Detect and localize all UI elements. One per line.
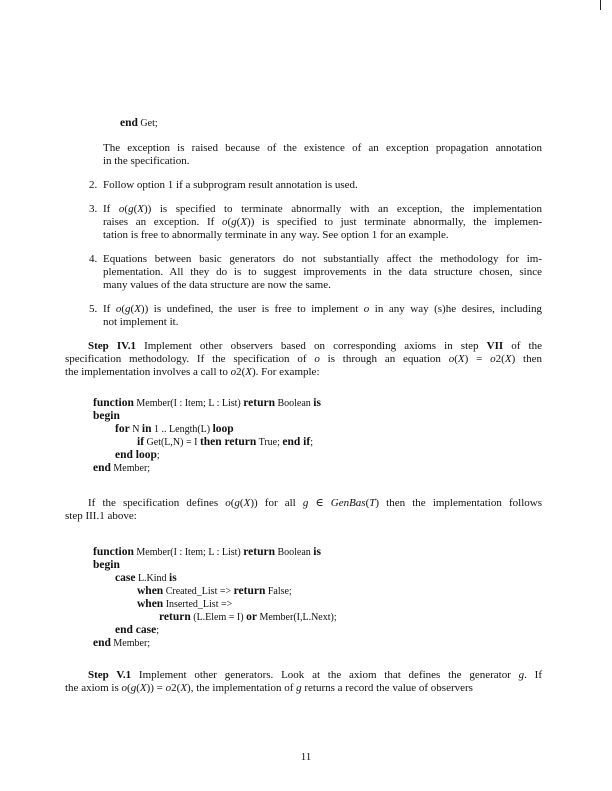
text-run: ( xyxy=(127,682,131,694)
text-run: )) = xyxy=(146,682,166,694)
text-line xyxy=(93,585,337,598)
text-run: Get; xyxy=(137,118,158,129)
list-number: 2. xyxy=(89,179,98,191)
text-run: not implement it. xyxy=(103,316,179,328)
keyword: end loop xyxy=(115,449,157,461)
text-line xyxy=(103,303,542,316)
math-symbol: o xyxy=(121,682,128,694)
text-line xyxy=(93,449,321,462)
text-run: ( xyxy=(454,353,458,365)
keyword: return xyxy=(159,611,191,623)
text-run: N xyxy=(129,424,142,435)
text-line xyxy=(65,682,542,695)
math-symbol: o xyxy=(118,203,125,215)
text-run: ), the implementation of xyxy=(187,682,297,694)
text-run: False; xyxy=(265,586,292,597)
math-symbol: o xyxy=(230,366,237,378)
math-symbol: g xyxy=(296,682,302,694)
list-item-text xyxy=(103,253,542,292)
text-line xyxy=(93,423,321,436)
math-symbol: X xyxy=(240,216,248,228)
text-line xyxy=(103,203,542,216)
list-item-2 xyxy=(89,179,542,192)
edge-mark xyxy=(600,0,601,10)
list-item-4 xyxy=(89,253,542,292)
list-item-text xyxy=(103,179,542,192)
text-run: is through an equation xyxy=(319,353,449,365)
text-run: 2( xyxy=(236,366,246,378)
text-run: Equations between basic generators do not substantially affect the methodology for im- xyxy=(103,253,542,265)
text-run: Implement other generators. Look at the axiom that defines the generator xyxy=(131,669,519,681)
code-end-get xyxy=(120,117,158,130)
text-line xyxy=(65,366,542,379)
text-run: Member(I : Item; L : List) xyxy=(133,547,244,558)
keyword: for xyxy=(115,423,130,435)
math-symbol: g xyxy=(302,497,309,509)
text-line xyxy=(103,266,542,279)
text-line xyxy=(93,624,337,637)
math-symbol: g xyxy=(231,216,237,228)
text-run: )) is specified to just terminate abnormally, the implemen- xyxy=(247,216,543,228)
text-run: ) then xyxy=(511,353,542,365)
text-run: Boolean xyxy=(274,547,314,558)
keyword: function xyxy=(93,546,134,558)
text-line xyxy=(93,546,337,559)
text-run: ) then the implementation follows xyxy=(375,497,542,509)
text-line xyxy=(120,117,158,130)
keyword: return xyxy=(243,546,275,558)
keyword: function xyxy=(93,397,134,409)
text-run: ; xyxy=(310,437,313,448)
text-run: the implementation involves a call to xyxy=(65,366,231,378)
keyword: end xyxy=(120,117,138,129)
text-run: ( xyxy=(365,497,370,509)
text-run: raises an exception. If xyxy=(103,216,222,228)
keyword: loop xyxy=(212,423,234,435)
text-run: ∈ xyxy=(308,497,331,509)
text-line xyxy=(93,611,337,624)
text-run: )) is undefined, the user is free to implement xyxy=(140,303,364,315)
keyword: Step V.1 xyxy=(88,669,132,681)
text-run: True; xyxy=(256,437,283,448)
text-line xyxy=(65,340,542,353)
text-run: Created_List => xyxy=(163,586,234,597)
text-run: Implement other observers based on corresponding axioms in step xyxy=(135,340,487,352)
text-run: returns a record the value of observers xyxy=(301,682,473,694)
text-run: (L.Elem = I) xyxy=(190,612,247,623)
paragraph-genbas xyxy=(65,497,542,523)
keyword: Step IV.1 xyxy=(88,340,136,352)
list-number: 5. xyxy=(89,303,98,315)
text-line xyxy=(65,669,542,682)
text-run: L.Kind xyxy=(135,573,170,584)
text-run: ( xyxy=(136,682,140,694)
text-run: Inserted_List => xyxy=(163,599,233,610)
text-run: Member; xyxy=(110,463,151,474)
text-run: ( xyxy=(227,216,232,228)
text-run: Follow option 1 if a subprogram result annotation is used. xyxy=(103,179,358,191)
code-member-case xyxy=(93,546,337,650)
math-symbol: o xyxy=(115,303,122,315)
math-symbol: o xyxy=(363,303,370,315)
text-line xyxy=(93,410,321,423)
math-symbol: X xyxy=(504,353,512,365)
text-run: Boolean xyxy=(274,398,314,409)
math-symbol: o xyxy=(314,353,320,365)
text-run: specification methodology. If the specification of xyxy=(65,353,315,365)
text-run: many values of the data structure are now the same. xyxy=(103,279,331,291)
text-run: )) for all xyxy=(250,497,303,509)
text-line xyxy=(103,253,542,266)
keyword: end if xyxy=(282,436,311,448)
keyword: is xyxy=(169,572,177,584)
text-line xyxy=(93,436,321,449)
math-symbol: o xyxy=(490,353,496,365)
text-run: Member(I : Item; L : List) xyxy=(133,398,244,409)
math-symbol: X xyxy=(139,682,147,694)
text-run: ( xyxy=(230,497,235,509)
text-run: ; xyxy=(156,450,160,461)
math-symbol: g xyxy=(518,669,525,681)
math-symbol: X xyxy=(243,497,251,509)
text-run: Get(L,N) = I xyxy=(144,437,200,448)
list-item-text xyxy=(103,303,542,329)
keyword: in xyxy=(141,423,152,435)
text-run: If the specification defines xyxy=(88,497,226,509)
text-run: ). For example: xyxy=(251,366,320,378)
text-run: )) is specified to terminate abnormally with an exception, the implementation xyxy=(143,203,543,215)
math-symbol: o xyxy=(225,497,231,509)
text-line xyxy=(93,598,337,611)
text-run: of the xyxy=(503,340,542,352)
keyword: end case xyxy=(115,624,157,636)
list-number: 3. xyxy=(89,203,98,215)
text-line xyxy=(93,572,337,585)
text-run: ) = xyxy=(464,353,491,365)
math-symbol: g xyxy=(234,497,240,509)
text-line xyxy=(103,229,542,242)
math-symbol: X xyxy=(245,366,252,378)
text-run: ( xyxy=(133,203,138,215)
paragraph-step-iv xyxy=(65,340,542,379)
text-run: ; xyxy=(156,625,159,636)
text-run: If xyxy=(103,303,116,315)
text-run: in any way (s)he desires, including xyxy=(369,303,542,315)
math-symbol: X xyxy=(137,203,144,215)
math-symbol: g xyxy=(125,303,131,315)
keyword: return xyxy=(233,585,266,597)
list-item-text xyxy=(103,203,542,242)
math-symbol: T xyxy=(369,497,376,509)
list-item-3 xyxy=(89,203,543,242)
text-run: Member(I,L.Next); xyxy=(256,612,337,623)
keyword: when xyxy=(137,598,164,610)
math-symbol: X xyxy=(457,353,465,365)
text-line xyxy=(103,179,542,192)
text-run: 2( xyxy=(171,682,181,694)
text-line xyxy=(103,316,542,329)
text-line xyxy=(65,497,542,510)
math-symbol: o xyxy=(221,216,228,228)
text-line xyxy=(103,279,542,292)
math-symbol: X xyxy=(134,303,141,315)
text-line xyxy=(65,353,542,366)
text-run: in the specification. xyxy=(103,155,190,167)
paragraph-exception xyxy=(103,142,542,168)
keyword: when xyxy=(137,585,164,597)
math-symbol: o xyxy=(165,682,172,694)
text-run: ( xyxy=(239,497,244,509)
text-run: 2( xyxy=(495,353,505,365)
keyword: end xyxy=(93,637,111,649)
keyword: then return xyxy=(199,436,257,448)
text-run: plementation. All they do is to suggest improvements in the data structure chosen, since xyxy=(103,266,542,278)
code-member-loop xyxy=(93,397,321,475)
keyword: is xyxy=(313,546,321,558)
text-run: If xyxy=(103,203,119,215)
text-run: tation is free to abnormally terminate in any way. See option 1 for an example. xyxy=(103,229,449,241)
text-run: 1 .. Length(L) xyxy=(151,424,213,435)
paragraph-step-v xyxy=(65,669,542,695)
math-symbol: o xyxy=(448,353,455,365)
text-line xyxy=(93,397,321,410)
text-run: ( xyxy=(236,216,241,228)
keyword: is xyxy=(313,397,321,409)
text-run: The exception is raised because of the existence of an exception propagation annotation xyxy=(103,142,542,154)
math-symbol: GenBas xyxy=(330,497,366,509)
math-symbol: g xyxy=(128,203,134,215)
text-line xyxy=(65,510,542,523)
page-number: 11 xyxy=(300,751,312,763)
text-line xyxy=(93,462,321,475)
keyword: VII xyxy=(486,340,504,352)
math-symbol: g xyxy=(130,682,137,694)
keyword: or xyxy=(246,611,257,623)
text-line xyxy=(103,142,542,155)
keyword: begin xyxy=(93,559,120,571)
keyword: if xyxy=(137,436,145,448)
text-run: . If xyxy=(524,669,542,681)
text-run: ( xyxy=(121,303,126,315)
text-line xyxy=(93,637,337,650)
list-number: 4. xyxy=(89,253,98,265)
text-run: ( xyxy=(124,203,129,215)
list-item-5 xyxy=(89,303,542,329)
text-run: step III.1 above: xyxy=(65,510,137,522)
keyword: return xyxy=(243,397,275,409)
text-line xyxy=(103,216,542,229)
text-run: Member; xyxy=(110,638,151,649)
keyword: case xyxy=(115,572,136,584)
keyword: begin xyxy=(93,410,120,422)
math-symbol: X xyxy=(180,682,188,694)
text-line xyxy=(93,559,337,572)
text-run: ( xyxy=(130,303,135,315)
text-run: the axiom is xyxy=(65,682,122,694)
text-line xyxy=(103,155,542,168)
keyword: end xyxy=(93,462,111,474)
